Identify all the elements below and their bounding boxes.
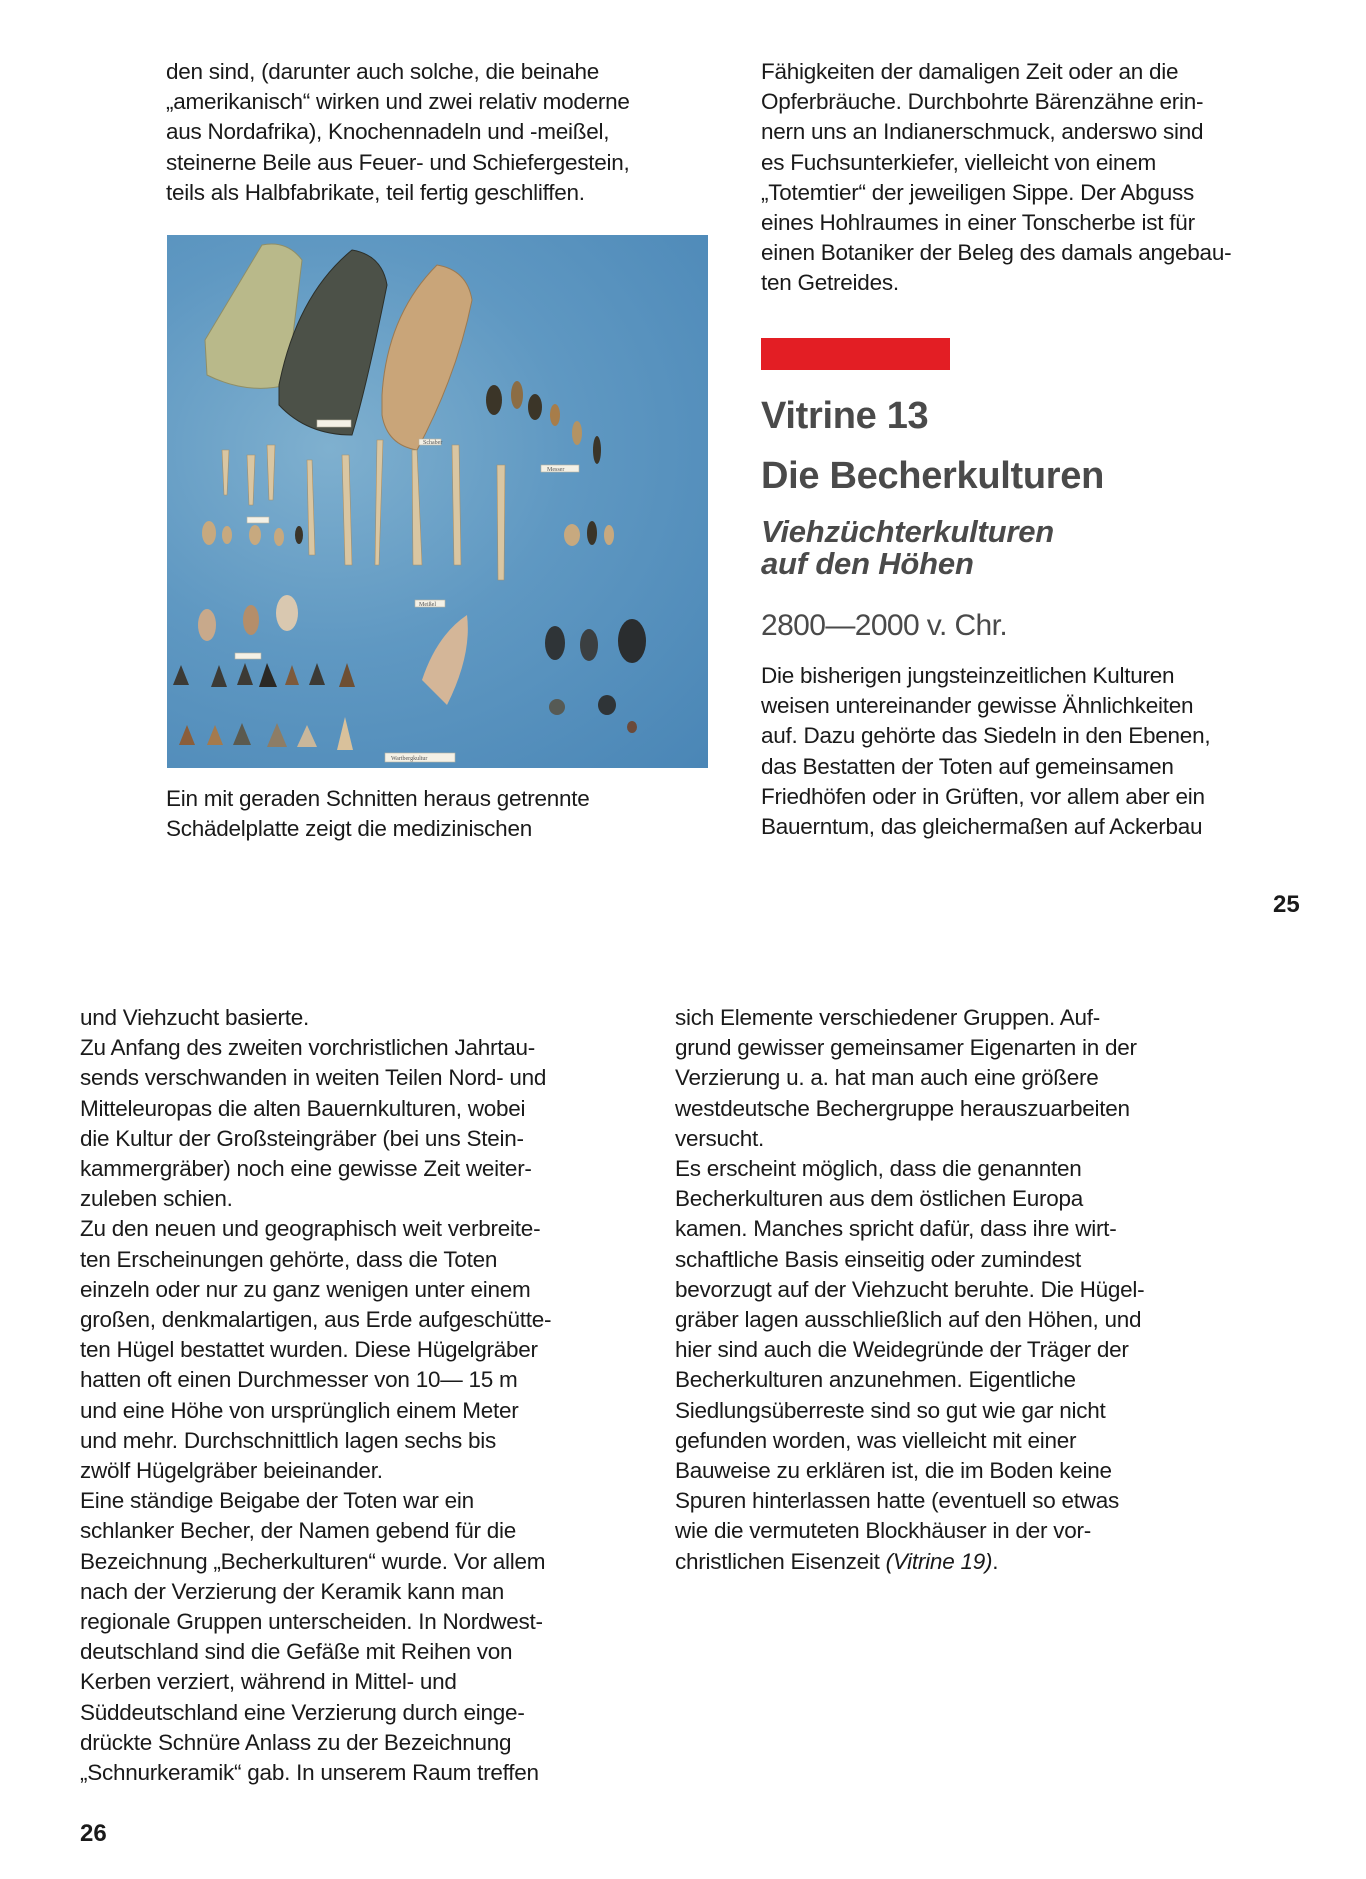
subtitle-line: Viehzüchterkulturen xyxy=(761,514,1055,549)
text-line: Bauweise zu erklären ist, die im Boden keine xyxy=(675,1458,1112,1484)
text-line: regionale Gruppen unterscheiden. In Nordwest- xyxy=(80,1609,543,1635)
text-line: drückte Schnüre Anlass zu der Bezeichnung xyxy=(80,1729,512,1755)
text-line: es Fuchsunterkiefer, vielleicht von einem xyxy=(761,149,1156,175)
photo-label: Messer xyxy=(547,467,565,473)
text-column-top-left xyxy=(166,57,711,208)
text-line: eines Hohlraumes in einer Tonscherbe ist für xyxy=(761,210,1195,236)
text-line: kamen. Manches spricht dafür, dass ihre wirt- xyxy=(675,1216,1117,1242)
text-line: „Totemtier“ der jeweiligen Sippe. Der Abguss xyxy=(761,179,1194,205)
text-line: ten Erscheinungen gehörte, dass die Toten xyxy=(80,1246,498,1272)
text-line: einen Botaniker der Beleg des damals angebau- xyxy=(761,240,1232,266)
text-line: nach der Verzierung der Keramik kann man xyxy=(80,1578,504,1604)
text-column-mid-right xyxy=(761,661,1321,842)
artifact-photo xyxy=(167,235,708,768)
text-line: aus Nordafrika), Knochennadeln und -meißel, xyxy=(166,119,610,145)
text-column-bottom-right xyxy=(675,1003,1235,1577)
page-number: 25 xyxy=(1273,891,1300,918)
text-line: und mehr. Durchschnittlich lagen sechs bis xyxy=(80,1427,496,1453)
text-line: Becherkulturen anzunehmen. Eigentliche xyxy=(675,1367,1076,1393)
text-line: grund gewisser gemeinsamer Eigenarten in der xyxy=(675,1035,1137,1061)
text-line: hatten oft einen Durchmesser von 10— 15 m xyxy=(80,1367,518,1393)
section-heading xyxy=(761,386,1104,506)
text-line: Es erscheint möglich, dass die genannten xyxy=(675,1156,1082,1182)
text-line: Die bisherigen jungsteinzeitlichen Kulturen xyxy=(761,663,1175,688)
text-line: die Kultur der Großsteingräber (bei uns Stein- xyxy=(80,1125,524,1151)
section-dates: 2800—2000 v. Chr. xyxy=(761,609,1008,642)
text-line: weisen untereinander gewisse Ähnlichkeiten xyxy=(761,693,1194,719)
section-title: Die Becherkulturen xyxy=(761,455,1105,497)
photo-label: Meißel xyxy=(419,602,436,608)
text-line: zwölf Hügelgräber beieinander. xyxy=(80,1458,383,1484)
text-line: Kerben verziert, während in Mittel- und xyxy=(80,1669,457,1695)
vitrine-number: Vitrine 13 xyxy=(761,395,929,437)
text-line: bevorzugt auf der Viehzucht beruhte. Die Hügel- xyxy=(675,1276,1145,1302)
caption-line: Ein mit geraden Schnitten heraus getrennte xyxy=(166,786,590,811)
text-line: einzeln oder nur zu ganz wenigen unter einem xyxy=(80,1276,531,1302)
text-line: steinerne Beile aus Feuer- und Schiefergestein, xyxy=(166,149,630,175)
photo-label: Wartbergkultur xyxy=(391,756,428,762)
text-column-top-right xyxy=(761,57,1321,299)
text-line: gefunden worden, was vielleicht mit einer xyxy=(675,1427,1077,1453)
text-line xyxy=(675,1547,1235,1577)
text-line: Bauerntum, das gleichermaßen auf Ackerbau xyxy=(761,814,1203,840)
text-line: und eine Höhe von ursprünglich einem Meter xyxy=(80,1397,519,1423)
text-line: Eine ständige Beigabe der Toten war ein xyxy=(80,1488,474,1514)
text-line: Süddeutschland eine Verzierung durch einge- xyxy=(80,1699,525,1725)
text-line: „Schnurkeramik“ gab. In unserem Raum treffen xyxy=(80,1760,539,1786)
text-line: „amerikanisch“ wirken und zwei relativ moderne xyxy=(166,89,630,115)
text-line: großen, denkmalartigen, aus Erde aufgeschütte- xyxy=(80,1307,552,1333)
text-line: westdeutsche Bechergruppe herauszuarbeiten xyxy=(675,1095,1130,1121)
text-line: Zu Anfang des zweiten vorchristlichen Jahrtau- xyxy=(80,1035,535,1061)
text-line: hier sind auch die Weidegründe der Träger der xyxy=(675,1337,1129,1363)
text-line: gräber lagen ausschließlich auf den Höhen, und xyxy=(675,1307,1142,1333)
page-number: 26 xyxy=(80,1820,107,1847)
text-line: schlanker Becher, der Namen gebend für die xyxy=(80,1518,517,1544)
text-line: teils als Halbfabrikate, teil fertig geschliffen. xyxy=(166,179,585,205)
text-line: nern uns an Indianerschmuck, anderswo sind xyxy=(761,119,1204,145)
text-segment: christlichen Eisenzeit xyxy=(675,1548,886,1574)
section-accent-bar xyxy=(761,338,950,370)
text-line: ten Hügel bestattet wurden. Diese Hügelgräber xyxy=(80,1337,538,1363)
text-line: Spuren hinterlassen hatte (eventuell so etwas xyxy=(675,1488,1120,1514)
artifact-photo-drawing xyxy=(167,235,708,768)
vitrine-reference: (Vitrine 19) xyxy=(885,1548,993,1574)
text-line: Zu den neuen und geographisch weit verbreite- xyxy=(80,1216,541,1242)
text-line: sich Elemente verschiedener Gruppen. Auf- xyxy=(675,1005,1100,1030)
text-column-bottom-left xyxy=(80,1003,640,1788)
text-line: zuleben schien. xyxy=(80,1186,233,1212)
text-line: Siedlungsüberreste sind so gut wie gar nicht xyxy=(675,1397,1106,1423)
text-line: Friedhöfen oder in Grüften, vor allem aber ein xyxy=(761,783,1205,809)
photo-label: Schaber xyxy=(423,440,443,446)
text-line: Verzierung u. a. hat man auch eine größere xyxy=(675,1065,1099,1091)
text-line: sends verschwanden in weiten Teilen Nord- und xyxy=(80,1065,547,1091)
text-line: versucht. xyxy=(675,1125,765,1151)
text-line: kammergräber) noch eine gewisse Zeit weiter- xyxy=(80,1156,532,1182)
text-segment: . xyxy=(992,1548,999,1574)
text-line: das Bestatten der Toten auf gemeinsamen xyxy=(761,753,1174,779)
photo-caption xyxy=(166,784,711,844)
text-line: auf. Dazu gehörte das Siedeln in den Ebenen, xyxy=(761,723,1211,749)
text-line: Fähigkeiten der damaligen Zeit oder an die xyxy=(761,59,1179,84)
text-line: schaftliche Basis einseitig oder zumindest xyxy=(675,1246,1081,1272)
caption-line: Schädelplatte zeigt die medizinischen xyxy=(166,816,532,842)
text-line: Becherkulturen aus dem östlichen Europa xyxy=(675,1186,1083,1212)
text-line: wie die vermuteten Blockhäuser in der vor- xyxy=(675,1518,1091,1544)
text-line: den sind, (darunter auch solche, die beinahe xyxy=(166,59,600,84)
text-line: ten Getreides. xyxy=(761,270,899,296)
text-line: deutschland sind die Gefäße mit Reihen von xyxy=(80,1639,513,1665)
subtitle-line: auf den Höhen xyxy=(761,546,974,581)
text-line: Opferbräuche. Durchbohrte Bärenzähne erin- xyxy=(761,89,1204,115)
text-line: Mitteleuropas die alten Bauernkulturen, wobei xyxy=(80,1095,526,1121)
text-line: Bezeichnung „Becherkulturen“ wurde. Vor allem xyxy=(80,1548,546,1574)
section-subtitle xyxy=(761,516,1054,580)
text-line: und Viehzucht basierte. xyxy=(80,1005,309,1030)
